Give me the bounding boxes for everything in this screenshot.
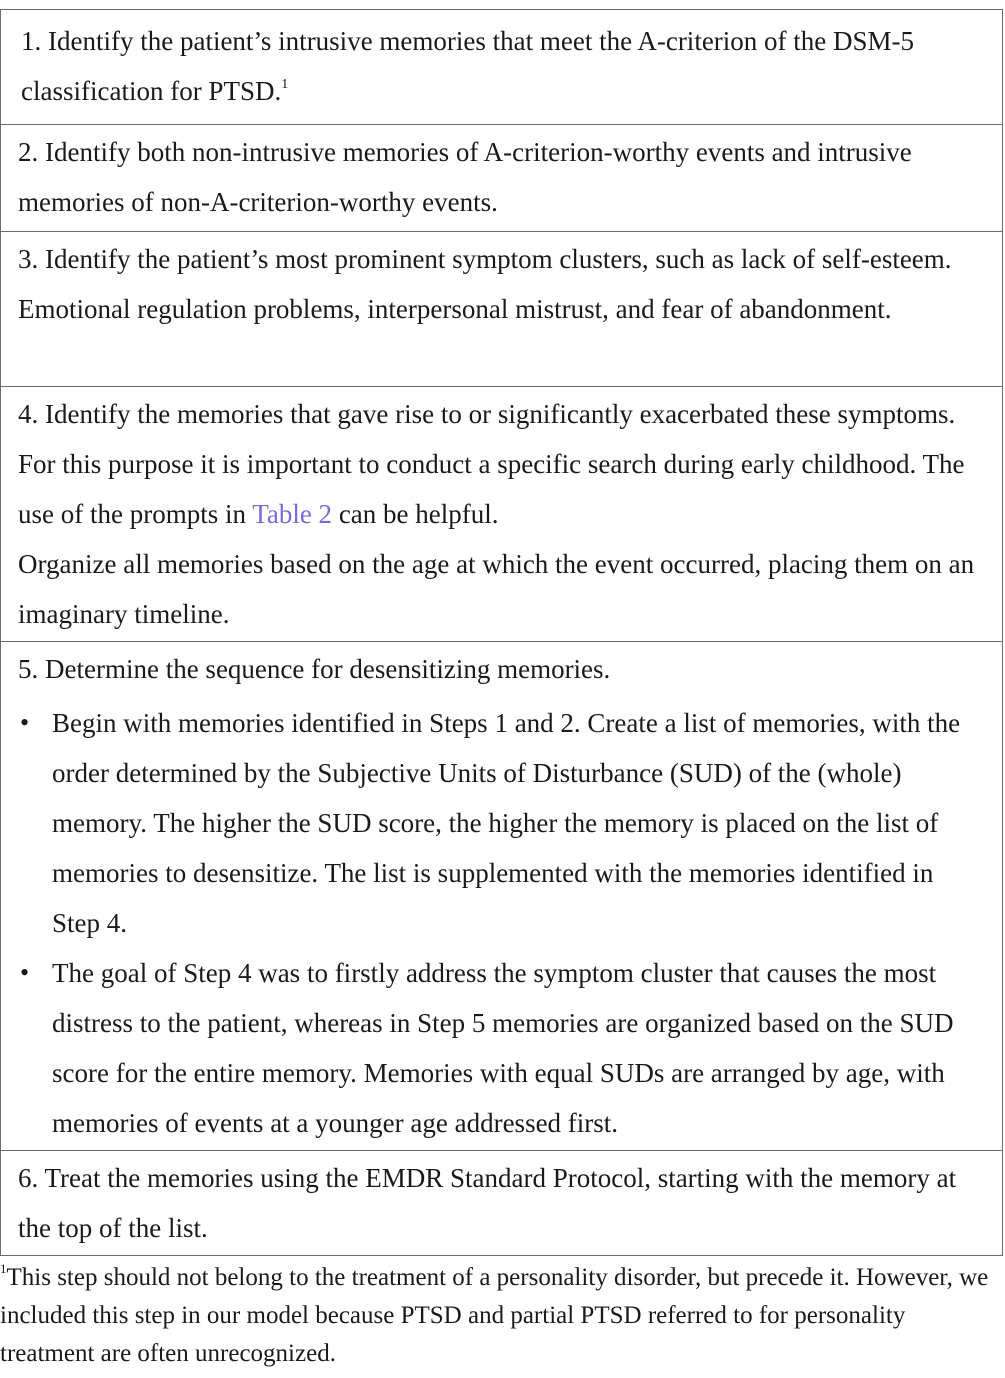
step-1-text: 1. Identify the patient’s intrusive memories that meet the A-criterion of the DSM-5 classification for PTSD. <box>21 26 915 106</box>
list-item: • The goal of Step 4 was to firstly address the symptom cluster that causes the most distress to the patient, whereas in Step 5 memories are organized based on the SUD score for the entire memory. Memories with equal SUDs are arranged by age, with memories of events at a younger age addressed first. <box>52 948 986 1148</box>
step-cell-1 <box>1 10 1003 125</box>
step-row-3 <box>1 232 1003 387</box>
table-footnote <box>0 1259 1003 1373</box>
step-cell-3 <box>1 232 1003 387</box>
step-4-text-end: can be helpful. <box>332 499 499 529</box>
step-cell-6 <box>1 1151 1003 1256</box>
step-5-text: 5. Determine the sequence for desensitizing memories. <box>18 654 611 684</box>
step-row-6 <box>1 1151 1003 1256</box>
step-cell-5 <box>1 642 1003 1151</box>
step-4-text: 4. Identify the memories that gave rise to or significantly exacerbated these symptoms. For this purpose it is important to conduct a specific search during early childhood. The use of the prompts in <box>18 399 965 529</box>
step-row-4 <box>1 387 1003 642</box>
table-2-link[interactable]: Table 2 <box>252 499 333 529</box>
list-item: • Begin with memories identified in Steps 1 and 2. Create a list of memories, with the order determined by the Subjective Units of Disturbance (SUD) of the (whole) memory. The higher the SUD score, the higher the memory is placed on the list of memories to desensitize. The list is supplemented with the memories identified in Step 4. <box>52 698 986 948</box>
step-row-5 <box>1 642 1003 1151</box>
step-row-2 <box>1 125 1003 232</box>
steps-table <box>0 9 1003 1256</box>
footnote-text: This step should not belong to the treatment of a personality disorder, but precede it. However, we included this step in our model because PTSD and partial PTSD referred to for personality treatment are often unrecognized. <box>0 1264 989 1367</box>
step-cell-2 <box>1 125 1003 232</box>
footnote-mark: 1 <box>0 1260 7 1276</box>
footnote-mark: 1 <box>281 77 289 92</box>
step-3-text: 3. Identify the patient’s most prominent symptom clusters, such as lack of self-esteem. Emotional regulation problems, interpersonal mistrust, and fear of abandonment. <box>18 244 952 324</box>
step-cell-4 <box>1 387 1003 642</box>
step-row-1 <box>1 10 1003 125</box>
step-2-text: 2. Identify both non-intrusive memories of A-criterion-worthy events and intrusive memories of non-A-criterion-worthy events. <box>18 137 912 217</box>
step-5-bullet-list <box>18 698 986 1148</box>
step-6-text: 6. Treat the memories using the EMDR Standard Protocol, starting with the memory at the top of the list. <box>18 1163 957 1243</box>
step-4-organize-text: Organize all memories based on the age at which the event occurred, placing them on an imaginary timeline. <box>18 549 975 629</box>
